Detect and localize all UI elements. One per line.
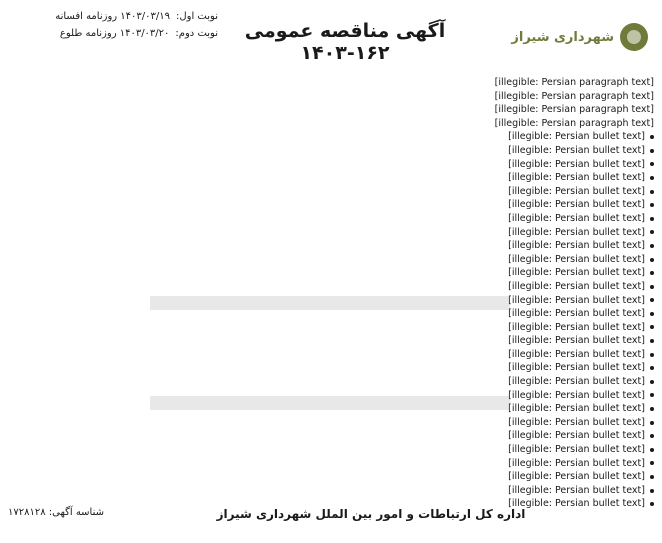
notice-bullet-line — [8, 158, 654, 172]
notice-bullet-line — [8, 294, 654, 308]
notice-bullet-line — [8, 402, 654, 416]
notice-paragraph-line — [8, 90, 654, 104]
notice-title: آگهی مناقصه عمومی ۱۶۲-۱۴۰۳ — [244, 20, 446, 64]
bullet-icon — [650, 230, 654, 234]
line-text: [illegible: Persian bullet text] — [508, 240, 645, 252]
notice-bullet-line — [8, 198, 654, 212]
notice-bullet-line — [8, 484, 654, 498]
bullet-icon — [650, 393, 654, 397]
line-text: [illegible: Persian paragraph text] — [494, 77, 654, 88]
notice-bullet-line — [8, 226, 654, 240]
header — [0, 0, 662, 74]
line-text: [illegible: Persian bullet text] — [508, 158, 645, 170]
notice-bullet-line — [8, 389, 654, 403]
bullet-icon — [650, 298, 654, 302]
notice-bullet-line — [8, 212, 654, 226]
bullet-icon — [650, 489, 654, 493]
line-text: [illegible: Persian bullet text] — [508, 294, 645, 306]
bullet-icon — [650, 380, 654, 384]
line-text: [illegible: Persian bullet text] — [508, 498, 645, 510]
notice-bullet-line — [8, 185, 654, 199]
notice-bullet-line — [8, 429, 654, 443]
line-text: [illegible: Persian bullet text] — [508, 457, 645, 469]
line-text: [illegible: Persian bullet text] — [508, 430, 645, 442]
notice-bullet-line — [8, 171, 654, 185]
bullet-icon — [650, 407, 654, 411]
office-name: اداره کل ارتباطات و امور بین الملل شهرداری شیراز — [216, 507, 526, 521]
notice-body — [8, 76, 654, 510]
bullet-icon — [650, 190, 654, 194]
bullet-icon — [650, 461, 654, 465]
bullet-icon — [650, 421, 654, 425]
line-text: [illegible: Persian bullet text] — [508, 403, 645, 415]
notice-paragraph-line — [8, 103, 654, 117]
notice-bullet-line — [8, 253, 654, 267]
notice-bullet-line — [8, 266, 654, 280]
bullet-icon — [650, 135, 654, 139]
municipality-emblem-icon — [620, 23, 648, 51]
notice-bullet-line — [8, 307, 654, 321]
line-text: [illegible: Persian bullet text] — [508, 226, 645, 238]
line-text: [illegible: Persian paragraph text] — [494, 117, 654, 129]
line-text: [illegible: Persian bullet text] — [508, 308, 645, 320]
line-text: [illegible: Persian bullet text] — [508, 444, 645, 456]
notice-bullet-line — [8, 457, 654, 471]
bullet-icon — [650, 285, 654, 289]
line-text: [illegible: Persian bullet text] — [508, 131, 645, 143]
notice-bullet-line — [8, 375, 654, 389]
line-text: [illegible: Persian bullet text] — [508, 389, 645, 401]
line-text: [illegible: Persian bullet text] — [508, 280, 645, 292]
bullet-icon — [650, 366, 654, 370]
notice-bullet-line — [8, 321, 654, 335]
date-value: ۱۴۰۳/۰۳/۱۹ روزنامه افسانه — [55, 11, 171, 22]
notice-bullet-line — [8, 470, 654, 484]
bullet-icon — [650, 502, 654, 506]
bullet-icon — [650, 448, 654, 452]
line-text: [illegible: Persian paragraph text] — [494, 104, 654, 116]
bullet-icon — [650, 244, 654, 248]
line-text: [illegible: Persian bullet text] — [508, 144, 645, 156]
notice-id: شناسه آگهی: ۱۷۲۸۱۲۸ — [8, 507, 105, 518]
bullet-icon — [650, 217, 654, 221]
line-text: [illegible: Persian paragraph text] — [494, 90, 654, 102]
bullet-icon — [650, 258, 654, 262]
notice-bullet-line — [8, 144, 654, 158]
bullet-icon — [650, 203, 654, 207]
bullet-icon — [650, 149, 654, 153]
bullet-icon — [650, 312, 654, 316]
line-text: [illegible: Persian bullet text] — [508, 253, 645, 265]
notice-bullet-line — [8, 416, 654, 430]
line-text: [illegible: Persian bullet text] — [508, 321, 645, 333]
date-label: نوبت دوم: — [175, 28, 218, 39]
line-text: [illegible: Persian bullet text] — [508, 172, 645, 184]
publication-date-row — [8, 8, 218, 25]
line-text: [illegible: Persian bullet text] — [508, 212, 645, 224]
line-text: [illegible: Persian bullet text] — [508, 199, 645, 211]
line-text: [illegible: Persian bullet text] — [508, 362, 645, 374]
publication-date-row — [8, 25, 218, 42]
bullet-icon — [650, 325, 654, 329]
municipality-logo — [511, 20, 648, 54]
notice-bullet-line — [8, 348, 654, 362]
notice-bullet-line — [8, 130, 654, 144]
logo-text: شهرداری شیراز — [511, 29, 614, 45]
notice-bullet-line — [8, 361, 654, 375]
bullet-icon — [650, 434, 654, 438]
line-text: [illegible: Persian bullet text] — [508, 267, 645, 279]
line-text: [illegible: Persian bullet text] — [508, 335, 645, 347]
line-text: [illegible: Persian bullet text] — [508, 348, 645, 360]
notice-bullet-line — [8, 443, 654, 457]
line-text: [illegible: Persian bullet text] — [508, 416, 645, 428]
publication-dates — [8, 8, 218, 42]
notice-paragraph-line — [8, 76, 654, 90]
footer — [0, 507, 662, 535]
bullet-icon — [650, 475, 654, 479]
notice-paragraph-line — [8, 117, 654, 131]
bullet-icon — [650, 339, 654, 343]
bullet-icon — [650, 353, 654, 357]
bullet-icon — [650, 271, 654, 275]
date-value: ۱۴۰۳/۰۳/۲۰ روزنامه طلوع — [59, 28, 170, 39]
notice-bullet-line — [8, 334, 654, 348]
bullet-icon — [650, 162, 654, 166]
notice-bullet-line — [8, 239, 654, 253]
line-text: [illegible: Persian bullet text] — [508, 185, 645, 197]
line-text: [illegible: Persian bullet text] — [508, 471, 645, 483]
line-text: [illegible: Persian bullet text] — [508, 484, 645, 496]
bullet-icon — [650, 176, 654, 180]
notice-bullet-line — [8, 280, 654, 294]
line-text: [illegible: Persian bullet text] — [508, 376, 645, 388]
date-label: نوبت اول: — [176, 11, 218, 22]
